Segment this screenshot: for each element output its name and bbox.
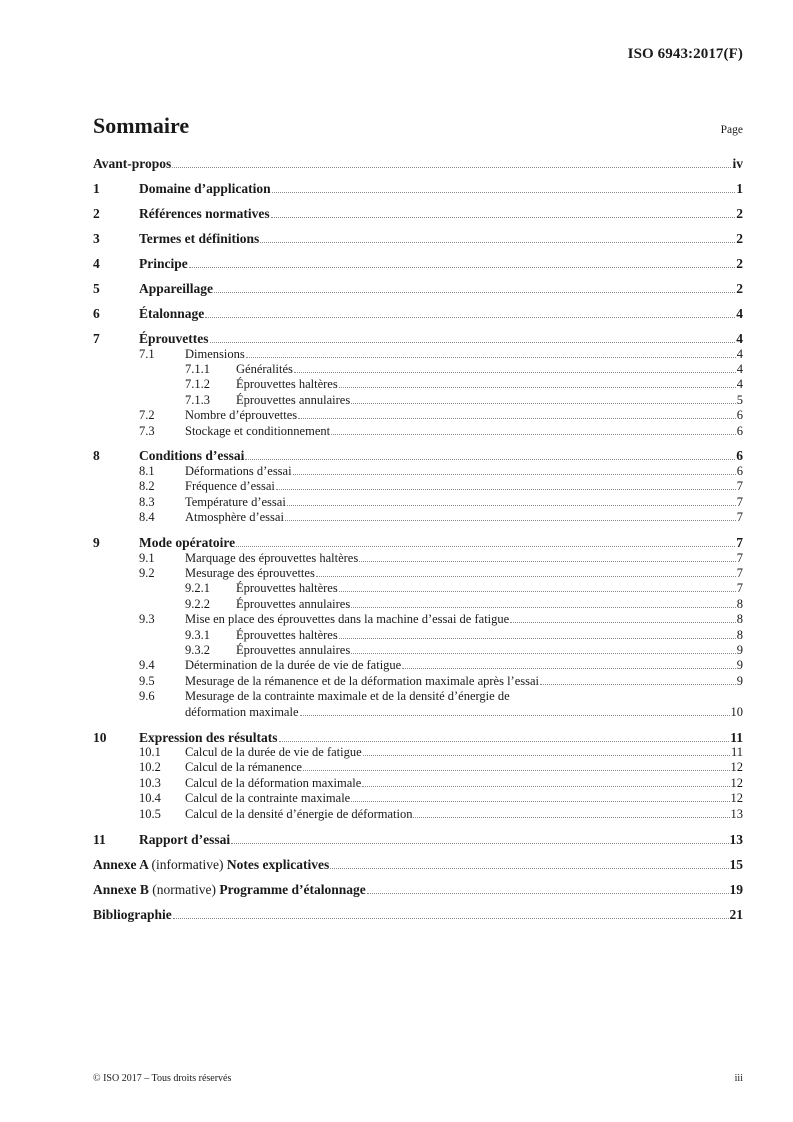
copyright-notice: © ISO 2017 – Tous droits réservés — [93, 1073, 232, 1084]
dot-leader — [279, 741, 730, 742]
toc-entry-page: 19 — [729, 881, 743, 897]
toc-entry-number: 9 — [93, 535, 100, 551]
toc-entry-number: 10.1 — [139, 745, 161, 760]
dot-leader — [339, 387, 736, 388]
page-column-label: Page — [720, 124, 743, 136]
toc-entry-page: 13 — [729, 831, 743, 847]
toc-entry-title: Éprouvettes haltères — [236, 627, 338, 642]
toc-entry-title: Éprouvettes haltères — [236, 377, 338, 392]
toc-entry-9[interactable] — [93, 535, 743, 551]
toc-entry-title: Termes et définitions — [139, 231, 260, 246]
toc-entry-number: 7.1.3 — [185, 392, 210, 407]
toc-entry-number: 9.3.1 — [185, 627, 210, 642]
dot-leader — [367, 893, 729, 894]
toc-entry-annex-a[interactable] — [93, 857, 743, 873]
toc-entry-5[interactable] — [93, 281, 743, 297]
toc-entry-page: 7 — [736, 510, 743, 525]
toc-entry-number: 1 — [93, 181, 100, 196]
dot-leader — [205, 317, 735, 318]
toc-entry-title: Mise en place des éprouvettes dans la machine d’essai de fatigue — [185, 612, 510, 627]
toc-entry-title: Programme d’étalonnage — [219, 881, 366, 897]
toc-entry-10-1[interactable] — [93, 745, 743, 760]
toc-entry-title: Éprouvettes annulaires — [236, 643, 351, 657]
toc-entry-page: 4 — [736, 377, 743, 392]
toc-entry-number: 9.5 — [139, 673, 155, 688]
toc-entry-11[interactable] — [93, 832, 743, 848]
dot-leader — [359, 561, 736, 562]
toc-entry-number: 8.3 — [139, 494, 155, 509]
toc-entry-page: iv — [732, 156, 743, 171]
toc-entry-number: 9.2 — [139, 565, 155, 580]
toc-entry-page: 12 — [730, 791, 743, 806]
toc-entry-title: Température d’essai — [185, 494, 286, 509]
dot-leader — [362, 786, 729, 787]
toc-entry-title: Calcul de la rémanence — [185, 760, 302, 775]
page-footer — [93, 1073, 743, 1084]
toc-entry-page: 12 — [730, 760, 743, 775]
toc-entry-number: 9.4 — [139, 658, 155, 673]
toc-entry-annex-b[interactable] — [93, 882, 743, 898]
toc-entry-page: 4 — [736, 346, 743, 361]
toc-entry-page: 5 — [736, 392, 743, 407]
toc-entry-page: 15 — [729, 856, 743, 872]
dot-leader — [540, 684, 736, 685]
toc-entry-title: Déformations d’essai — [185, 463, 292, 478]
toc-entry-number: 7.1.1 — [185, 361, 210, 376]
dot-leader — [210, 342, 736, 343]
toc-entry-number: 10 — [93, 729, 107, 745]
toc-entry-3[interactable] — [93, 231, 743, 247]
toc-entry-title: Éprouvettes — [139, 331, 209, 346]
dot-leader — [246, 357, 736, 358]
toc-entry-number: 9.6 — [139, 689, 155, 704]
toc-entry-number: 10.3 — [139, 775, 161, 790]
toc-entry-page: 1 — [736, 181, 743, 196]
dot-leader — [271, 217, 736, 218]
toc-entry-title: Dimensions — [185, 346, 245, 361]
dot-leader — [287, 505, 736, 506]
toc-entry-page: 6 — [736, 423, 743, 438]
dot-leader — [260, 242, 735, 243]
toc-entry-7[interactable] — [93, 331, 743, 347]
toc-entry-page: 7 — [736, 494, 743, 509]
toc-entry-title: Avant-propos — [93, 156, 172, 171]
dot-leader — [351, 653, 736, 654]
toc-entry-title: Éprouvettes haltères — [236, 581, 338, 596]
toc-entry-9-3-1[interactable] — [93, 628, 743, 643]
dot-leader — [214, 292, 735, 293]
toc-entry-title: Bibliographie — [93, 906, 172, 922]
dot-leader — [510, 622, 736, 623]
toc-entry-title: Conditions d’essai — [139, 448, 245, 464]
toc-entry-page: 8 — [736, 627, 743, 642]
toc-entry-4[interactable] — [93, 256, 743, 272]
toc-entry-page: 11 — [730, 745, 743, 760]
toc-entry-7-1-2[interactable] — [93, 377, 743, 392]
table-of-contents — [93, 156, 743, 922]
toc-entry-page: 8 — [736, 612, 743, 627]
toc-entry-number: 3 — [93, 231, 100, 246]
toc-entry-number: 10.4 — [139, 791, 161, 806]
toc-entry-8[interactable] — [93, 448, 743, 464]
toc-entry-8-4[interactable] — [93, 510, 743, 525]
toc-entry-page: 2 — [736, 281, 743, 296]
toc-entry-title: Appareillage — [139, 281, 213, 296]
toc-entry-page: 11 — [730, 729, 743, 745]
toc-entry-title: Notes explicatives — [226, 856, 330, 872]
toc-entry-title: Calcul de la contrainte maximale — [185, 791, 351, 806]
toc-entry-page: 6 — [736, 408, 743, 423]
toc-entry-title: Nombre d’éprouvettes — [185, 408, 298, 423]
toc-entry-number: 8.1 — [139, 463, 155, 478]
toc-entry-7-2[interactable] — [93, 408, 743, 423]
toc-entry-number: 8.4 — [139, 510, 155, 525]
dot-leader — [339, 638, 736, 639]
toc-entry-number: 9.3.2 — [185, 643, 210, 657]
toc-entry-page: 2 — [736, 206, 743, 221]
toc-entry-6[interactable] — [93, 306, 743, 322]
toc-entry-title: Calcul de la densité d’énergie de déformation — [185, 806, 413, 821]
toc-entry-9-6-continuation[interactable] — [93, 705, 743, 720]
toc-entry-number: 7.3 — [139, 423, 155, 438]
toc-entry-title: Généralités — [236, 361, 293, 376]
toc-entry-page: 2 — [736, 231, 743, 246]
toc-entry-title: Calcul de la déformation maximale — [185, 775, 362, 790]
annex-type: (normative) — [152, 881, 216, 897]
annex-type: (informative) — [151, 856, 224, 872]
dot-leader — [300, 715, 730, 716]
dot-leader — [330, 868, 728, 869]
toc-entry-9-4[interactable] — [93, 658, 743, 673]
toc-entry-9-5[interactable] — [93, 674, 743, 689]
toc-entry-8-3[interactable] — [93, 495, 743, 510]
toc-entry-title: Calcul de la durée de vie de fatigue — [185, 745, 362, 760]
dot-leader — [189, 267, 736, 268]
toc-entry-number: 10.2 — [139, 760, 161, 775]
toc-entry-number: 4 — [93, 256, 100, 271]
dot-leader — [413, 817, 729, 818]
toc-entry-number: 9.1 — [139, 550, 155, 565]
dot-leader — [172, 167, 731, 168]
toc-entry-title: Éprouvettes annulaires — [236, 596, 351, 611]
toc-entry-title: Fréquence d’essai — [185, 479, 275, 494]
toc-entry-number: 7 — [93, 331, 100, 346]
dot-leader — [298, 418, 736, 419]
dot-leader — [331, 434, 736, 435]
toc-entry-number: 9.3 — [139, 612, 155, 627]
toc-entry-10-2[interactable] — [93, 760, 743, 775]
toc-entry-7-1-1[interactable] — [93, 362, 743, 377]
toc-entry-9-1[interactable] — [93, 551, 743, 566]
toc-entry-number: 5 — [93, 281, 100, 296]
toc-entry-title: Références normatives — [139, 206, 270, 221]
toc-entry-title: Étalonnage — [139, 306, 205, 321]
toc-entry-page: 6 — [736, 463, 743, 478]
dot-leader — [294, 372, 736, 373]
toc-entry-page: 7 — [736, 565, 743, 580]
toc-entry-title: Rapport d’essai — [139, 831, 231, 847]
page-number: iii — [734, 1073, 743, 1084]
dot-leader — [245, 459, 735, 460]
toc-entry-number: 10.5 — [139, 806, 161, 821]
dot-leader — [236, 546, 735, 547]
toc-entry-page: 10 — [730, 704, 743, 719]
toc-entry-9-3[interactable] — [93, 612, 743, 627]
toc-entry-page: 13 — [730, 806, 743, 821]
toc-entry-8-2[interactable] — [93, 479, 743, 494]
dot-leader — [316, 576, 736, 577]
dot-leader — [351, 801, 729, 802]
toc-entry-title: Expression des résultats — [139, 729, 278, 745]
dot-leader — [303, 770, 730, 771]
toc-entry-title: Marquage des éprouvettes haltères — [185, 550, 359, 565]
toc-entry-10-5[interactable] — [93, 807, 743, 822]
toc-entry-7-1[interactable] — [93, 347, 743, 362]
toc-entry-title: Principe — [139, 256, 188, 271]
toc-entry-9-2[interactable] — [93, 566, 743, 581]
toc-entry-page: 4 — [736, 306, 743, 321]
dot-leader — [293, 474, 736, 475]
toc-entry-page: 8 — [736, 596, 743, 611]
dot-leader — [351, 607, 736, 608]
dot-leader — [363, 755, 730, 756]
toc-entry-page: 7 — [736, 535, 743, 551]
annex-label: Annexe B — [93, 881, 149, 897]
toc-entry-title: Mesurage des éprouvettes — [185, 565, 315, 580]
toc-entry-page: 6 — [736, 448, 743, 464]
toc-entry-page: 9 — [736, 658, 743, 673]
toc-entry-title-line1: Mesurage de la contrainte maximale et de la densité d’énergie de — [185, 689, 510, 704]
toc-entry-title: Détermination de la durée de vie de fatigue — [185, 658, 402, 673]
toc-entry-title: Atmosphère d’essai — [185, 510, 284, 525]
toc-entry-page: 12 — [730, 775, 743, 790]
toc-entry-number: 8 — [93, 448, 100, 464]
toc-entry-9-2-1[interactable] — [93, 581, 743, 596]
page-title: Sommaire — [93, 113, 190, 138]
toc-entry-page: 4 — [736, 361, 743, 376]
toc-entry-number: 9.2.2 — [185, 596, 210, 611]
toc-entry-page: 4 — [736, 331, 743, 346]
toc-entry-number: 11 — [93, 831, 106, 847]
toc-entry-page: 2 — [736, 256, 743, 271]
toc-entry-number: 9.2.1 — [185, 581, 210, 596]
toc-entry-2[interactable] — [93, 206, 743, 222]
dot-leader — [285, 520, 736, 521]
toc-entry-8-1[interactable] — [93, 464, 743, 479]
dot-leader — [339, 591, 736, 592]
toc-entry-page: 7 — [736, 550, 743, 565]
dot-leader — [231, 843, 728, 844]
toc-entry-number: 7.1 — [139, 346, 155, 361]
toc-entry-page: 7 — [736, 581, 743, 596]
toc-entry-number: 7.2 — [139, 408, 155, 423]
toc-entry-1[interactable] — [93, 181, 743, 197]
dot-leader — [351, 403, 736, 404]
toc-entry-10-3[interactable] — [93, 776, 743, 791]
toc-entry-title: Mode opératoire — [139, 535, 236, 551]
toc-entry-10-4[interactable] — [93, 791, 743, 806]
toc-entry-title: Domaine d’application — [139, 181, 271, 196]
toc-entry-page: 21 — [729, 906, 743, 922]
dot-leader — [272, 192, 736, 193]
toc-entry-9-3-2[interactable] — [93, 643, 743, 658]
toc-entry-number: 7.1.2 — [185, 377, 210, 392]
dot-leader — [402, 668, 736, 669]
toc-entry-bibliographie[interactable] — [93, 907, 743, 923]
toc-entry-title: Éprouvettes annulaires — [236, 392, 351, 407]
annex-label: Annexe A — [93, 856, 149, 872]
toc-entry-page: 7 — [736, 479, 743, 494]
toc-entry-title: Stockage et conditionnement — [185, 423, 331, 438]
toc-entry-7-3[interactable] — [93, 424, 743, 439]
toc-entry-title: Mesurage de la rémanence et de la déformation maximale après l’essai — [185, 673, 540, 688]
document-id: ISO 6943:2017(F) — [627, 46, 743, 62]
dot-leader — [276, 489, 736, 490]
toc-entry-number: 8.2 — [139, 479, 155, 494]
toc-entry-10[interactable] — [93, 730, 743, 746]
toc-entry-page: 9 — [736, 673, 743, 688]
dot-leader — [173, 918, 729, 919]
toc-entry-title-line2: déformation maximale — [185, 704, 299, 719]
toc-entry-7-1-3[interactable] — [93, 393, 743, 408]
toc-entry-number: 2 — [93, 206, 100, 221]
toc-title-row — [93, 113, 743, 139]
toc-entry-number: 6 — [93, 306, 100, 321]
toc-entry-page: 9 — [736, 643, 743, 657]
toc-entry-avant-propos[interactable] — [93, 156, 743, 172]
toc-entry-9-2-2[interactable] — [93, 597, 743, 612]
toc-entry-9-6[interactable] — [93, 689, 743, 704]
